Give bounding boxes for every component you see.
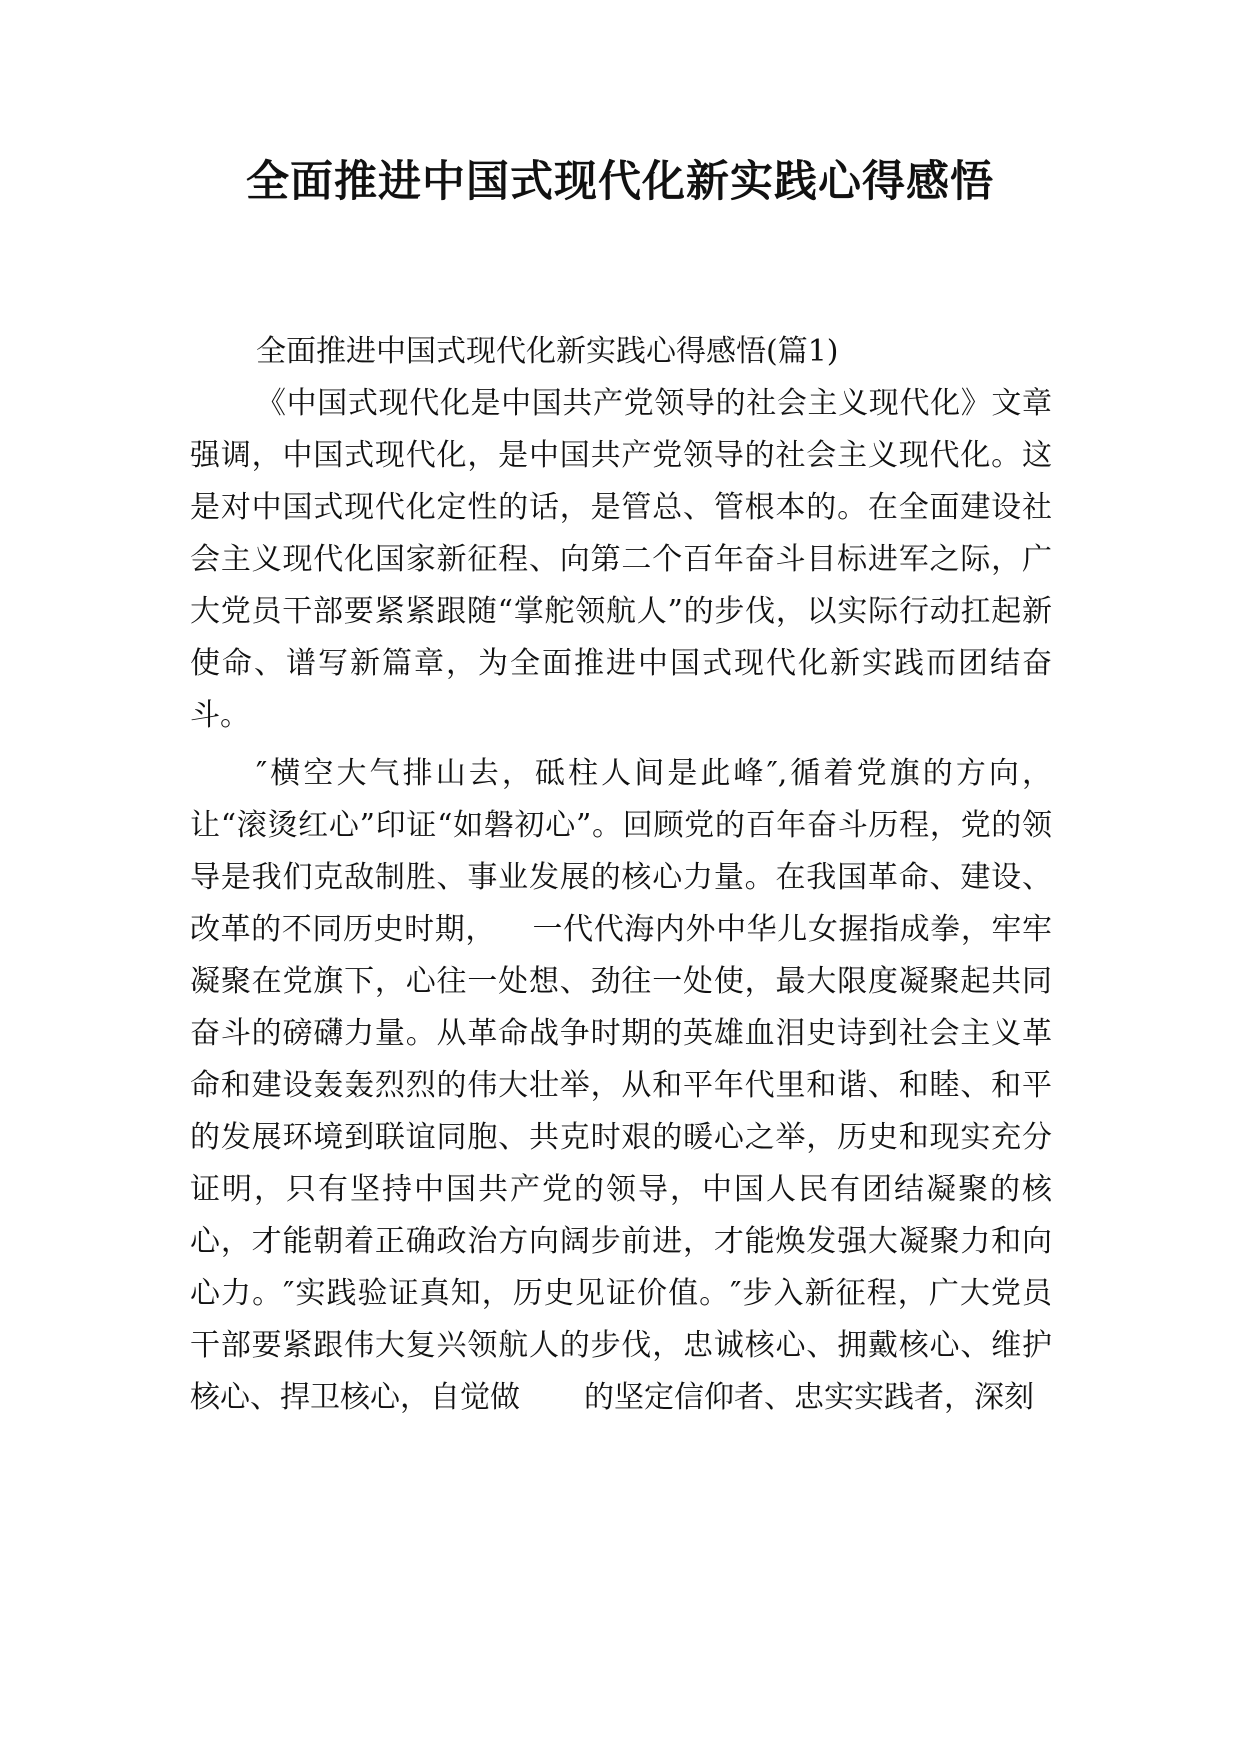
paragraph-2-part-b: 一代代海内外中华儿女握指成拳，牢牢凝聚在党旗下，心往一处想、劲往一处使，最大限度凝聚起共同奋斗的磅礴力量。从革命战争时期的英雄血泪史诗到社会主义革命和建设轰轰烈烈的伟大壮举，从和平年代里和谐、和睦、和平的发展环境到联谊同胞、共克时艰的暖心之举，历史和现实充分证明，只有坚持中国共产党的领导，中国人民有团结凝聚的核心，才能朝着正确政治方向阔步前进，才能焕发强大凝聚力和向心力。″实践验证真知，历史见证价值。″步入新征程，广大党员干部要紧跟伟大复兴领航人的步伐，忠诚核心、拥戴核心、维护核心、捍卫核心，自觉做: [190, 912, 1053, 1415]
document-body: [190, 326, 1052, 1424]
paragraph-2-part-c: 的坚定信仰者、忠实实践者，深刻: [584, 1380, 1034, 1415]
paragraph-1: 《中国式现代化是中国共产党领导的社会主义现代化》文章强调，中国式现代化，是中国共产党领导的社会主义现代化。这是对中国式现代化定性的话，是管总、管根本的。在全面建设社会主义现代化国家新征程、向第二个百年奋斗目标进军之际，广大党员干部要紧紧跟随“掌舵领航人”的步伐，以实际行动扛起新使命、谱写新篇章，为全面推进中国式现代化新实践而团结奋斗。: [190, 386, 1052, 733]
paragraph-2: [190, 748, 1052, 1424]
paragraph-2-part-a: ″横空大气排山去，砥柱人间是此峰″,循着党旗的方向，让“滚烫红心”印证“如磐初心”。回顾党的百年奋斗历程，党的领导是我们克敌制胜、事业发展的核心力量。在我国革命、建设、改革的不同历史时期，: [190, 756, 1052, 947]
document-title: 全面推进中国式现代化新实践心得感悟: [246, 157, 994, 207]
section-heading: 全面推进中国式现代化新实践心得感悟(篇1): [256, 334, 839, 369]
